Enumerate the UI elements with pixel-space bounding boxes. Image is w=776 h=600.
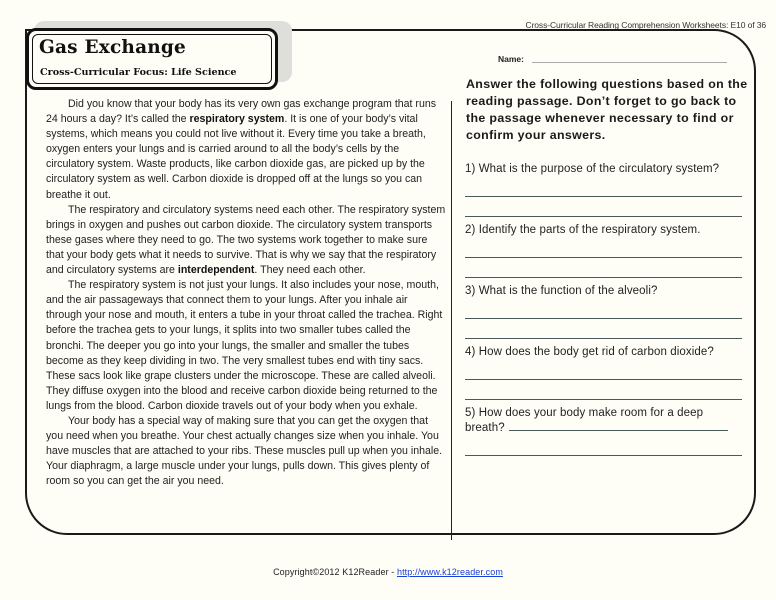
paragraph-text: The respiratory and circulatory systems need each other. The respiratory system brings in oxygen and pushes out carbon dioxide. The circulatory system transports these gases where they need to go. The two systems work together to make sure that your body gets what it needs to survive. That is why we say that the respiratory and circulatory systems are: [46, 203, 446, 277]
question-1: [465, 162, 742, 217]
question-text: 4) How does the body get rid of carbon dioxide?: [465, 346, 714, 358]
question-text: 5) How does your body make room for a deep: [465, 407, 704, 419]
passage-paragraph-1: [46, 97, 446, 203]
worksheet-series-label: Cross-Curricular Reading Comprehension Worksheets: E10 of 36: [525, 20, 766, 30]
question-4: [465, 345, 742, 400]
vocab-term-respiratory-system: respiratory system: [189, 113, 285, 126]
reading-passage: [46, 97, 446, 489]
answer-line[interactable]: [465, 256, 742, 258]
question-list: [465, 162, 742, 462]
answer-line[interactable]: [465, 454, 742, 456]
passage-paragraph-2: [46, 203, 446, 278]
answer-line[interactable]: [465, 337, 742, 339]
question-5: [465, 406, 742, 456]
page-subtitle: Cross-Curricular Focus: Life Science: [40, 67, 237, 78]
name-field-row: [498, 54, 727, 64]
question-text-continued: [465, 421, 742, 436]
name-input-line[interactable]: [532, 62, 727, 63]
question-text: 3) What is the function of the alveoli?: [465, 285, 658, 297]
copyright-text: Copyright©2012 K12Reader -: [273, 567, 397, 577]
answer-line[interactable]: [465, 317, 742, 319]
paragraph-text: . It is one of your body’s vital systems, which means you could not live without it. Every time you take a breath, oxygen enters your lungs and is carried around to all the body’s cells by the circulatory system. Waste products, like carbon dioxide gas, are picked up by the circulatory system as well. Carbon dioxide is dropped off at the lungs so you can breathe it out.: [46, 113, 426, 201]
paragraph-text: . They need each other.: [254, 264, 366, 277]
question-text: 2) Identify the parts of the respiratory system.: [465, 224, 701, 236]
footer: [0, 567, 776, 577]
answer-line[interactable]: [465, 378, 742, 380]
passage-paragraph-3: The respiratory system is not just your lungs. It also includes your nose, mouth, and the air passageways that connect them to your lungs. After you inhale air through your nose and mouth, it enters a tube in your throat called the trachea. Right before the trachea gets to your lungs, it splits into two smaller tubes called the bronchi. The deeper you go into your lungs, the smaller and smaller the tubes become as they keep dividing in two. The very smallest tubes end with tiny sacs. These sacs look like grape clusters under the microscope. These are called alveoli. They diffuse oxygen into the blood and receive carbon dioxide being returned to the lungs from the blood. Carbon dioxide travels out of your body when you exhale.: [46, 279, 443, 412]
k12reader-link[interactable]: http://www.k12reader.com: [396, 567, 503, 577]
column-divider: [451, 101, 452, 540]
question-text: 1) What is the purpose of the circulatory system?: [465, 163, 720, 175]
answer-line-inline[interactable]: [509, 430, 728, 431]
passage-paragraph-4: Your body has a special way of making sure that you can get the oxygen that you need when you breathe. Your chest actually changes size when you inhale. You have muscles that are attached to your ribs. These muscles pull up when you inhale. Your diaphragm, a large muscle under your lungs, pulls down. This gives plenty of room so you can get the air you need.: [46, 414, 443, 488]
answer-line[interactable]: [465, 398, 742, 400]
answer-line[interactable]: [465, 276, 742, 278]
answer-line[interactable]: [465, 195, 742, 197]
question-text-line2: breath?: [465, 422, 505, 434]
vocab-term-interdependent: interdependent: [177, 264, 255, 277]
name-label: Name:: [498, 54, 524, 64]
paragraph-text: Did you know that your body has its very own gas exchange program that runs 24 hours a day? It’s called the: [46, 98, 437, 126]
question-2: [465, 223, 742, 278]
page-title: Gas Exchange: [39, 37, 187, 58]
question-3: [465, 284, 742, 339]
answer-line[interactable]: [465, 215, 742, 217]
title-box: [26, 28, 278, 90]
instructions: Answer the following questions based on the reading passage. Don’t forget to go back to the passage whenever necessary to find or confirm your answers.: [466, 77, 748, 142]
